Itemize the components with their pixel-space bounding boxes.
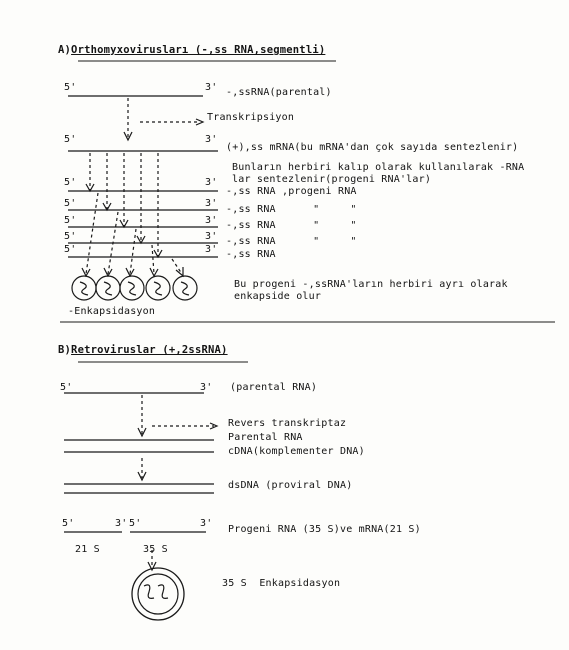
a-mrna-5prime: 5' [64,134,77,145]
a-row1-5prime: 5' [64,177,77,188]
a-row3-3prime: 3' [205,215,218,226]
a-transcription-pointer-head [196,119,203,125]
a-progeny-1: -,ss RNA ,progeni RNA [226,186,357,197]
a-transcription-label: Transkripsiyon [207,112,295,123]
section-b-title: Retroviruslar (+,2ssRNA) [71,344,228,356]
b-parental-3prime: 3' [200,382,213,393]
a-row5-3prime: 3' [205,244,218,255]
b-parental-rna-label: Parental RNA [228,432,303,443]
a-row4-3prime: 3' [205,231,218,242]
a-encaps-label: -Enkapsidasyon [68,306,156,317]
a-mrna-3prime: 3' [205,134,218,145]
a-parental-5prime: 5' [64,82,77,93]
b-progeny-5prime-right: 5' [129,518,142,529]
a-synthesis-arrows [86,153,162,257]
a-mrna-label: (+),ss mRNA(bu mRNA'dan çok sayıda sentezlenir) [226,142,519,153]
b-parental-5prime: 5' [60,382,73,393]
b-parental-label: (parental RNA) [230,382,318,393]
a-row2-3prime: 3' [205,198,218,209]
b-dsdna-label: dsDNA (proviral DNA) [228,480,353,491]
section-b-prefix: B) [58,344,72,356]
a-template-note-1: Bunların herbiri kalıp olarak kullanılarak -RNA [232,162,525,173]
a-capsid-row [72,276,197,300]
a-progeny-5: -,ss RNA [226,249,276,260]
b-capsid [132,568,184,620]
a-progeny-2: -,ss RNA " " [226,204,357,215]
a-progeny-3: -,ss RNA " " [226,220,357,231]
b-cdna-label: cDNA(komplementer DNA) [228,446,365,457]
b-progeny-3prime-right: 3' [200,518,213,529]
a-row4-5prime: 5' [64,231,77,242]
a-encaps-arrows [82,193,183,276]
a-template-note-2: lar sentezlenir(progeni RNA'lar) [232,174,432,185]
section-a-title: Orthomyxovirusları (-,ss RNA,segmentli) [71,44,326,56]
b-progeny-label: Progeni RNA (35 S)ve mRNA(21 S) [228,524,421,535]
b-progeny-5prime-left: 5' [62,518,75,529]
b-encaps-label: 35 S Enkapsidasyon [222,578,341,589]
a-row5-5prime: 5' [64,244,77,255]
b-35s-label: 35 S [143,544,168,555]
section-a-prefix: A) [58,44,72,56]
a-row2-5prime: 5' [64,198,77,209]
b-progeny-3prime-left: 3' [115,518,128,529]
a-row1-3prime: 3' [205,177,218,188]
a-row3-5prime: 5' [64,215,77,226]
a-encaps-note-2: enkapside olur [234,291,322,302]
a-parental-3prime: 3' [205,82,218,93]
a-progeny-4: -,ss RNA " " [226,236,357,247]
a-parental-label: -,ssRNA(parental) [226,87,332,98]
b-21s-label: 21 S [75,544,100,555]
b-rt-label: Revers transkriptaz [228,418,347,429]
a-encaps-note-1: Bu progeni -,ssRNA'ların herbiri ayrı olarak [234,279,508,290]
